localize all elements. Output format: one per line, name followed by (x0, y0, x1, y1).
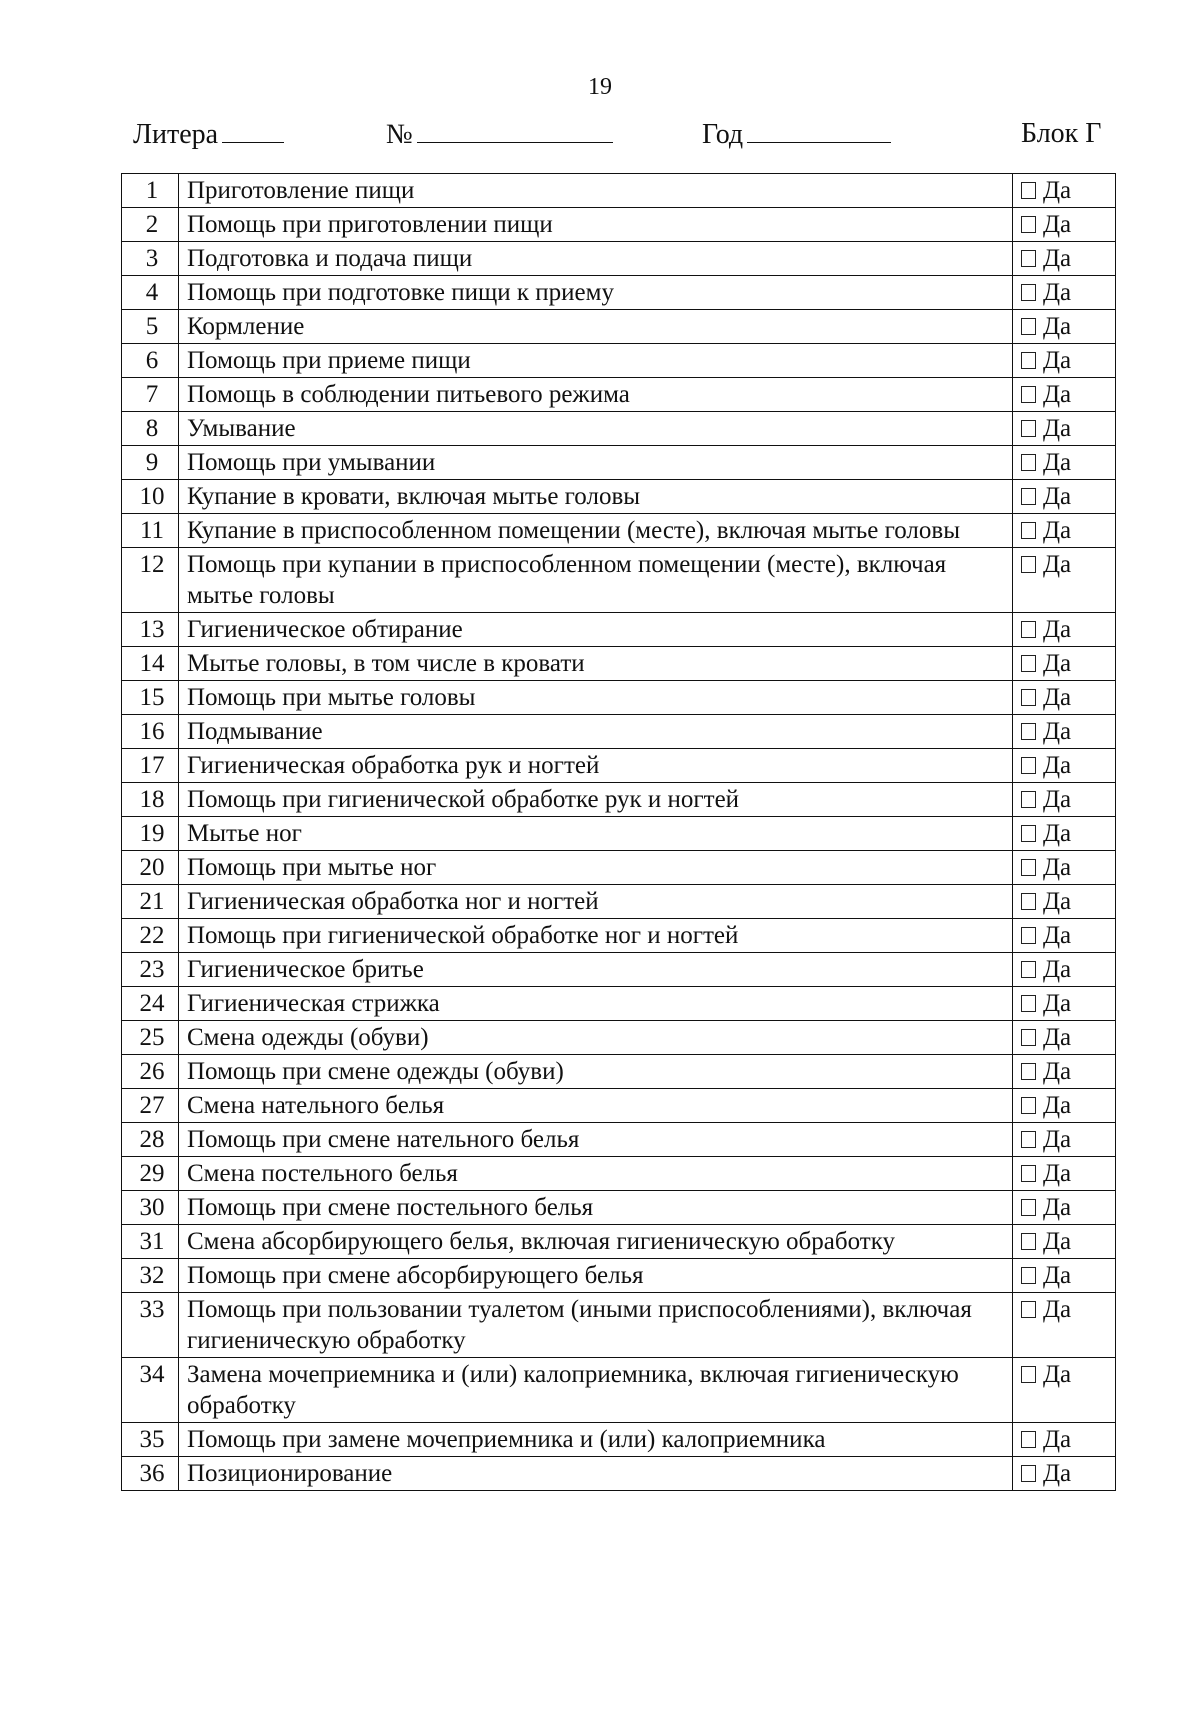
item-number: 15 (122, 681, 179, 715)
item-text: Купание в кровати, включая мытье головы (179, 480, 1013, 514)
item-number: 16 (122, 715, 179, 749)
table-row (122, 1457, 1116, 1491)
table-row (122, 783, 1116, 817)
checkbox-label: Да (1043, 1160, 1072, 1187)
item-number: 35 (122, 1423, 179, 1457)
table-row (122, 378, 1116, 412)
yes-checkbox-cell[interactable] (1013, 1089, 1116, 1123)
yes-checkbox-cell[interactable] (1013, 242, 1116, 276)
item-number: 36 (122, 1457, 179, 1491)
item-number: 23 (122, 953, 179, 987)
checkbox[interactable] (1021, 655, 1036, 672)
item-number: 19 (122, 817, 179, 851)
item-text: Помощь при мытье головы (179, 681, 1013, 715)
checkbox[interactable] (1021, 723, 1036, 740)
table-row (122, 1089, 1116, 1123)
checkbox[interactable] (1021, 1233, 1036, 1250)
checkbox[interactable] (1021, 825, 1036, 842)
checkbox[interactable] (1021, 1131, 1036, 1148)
checkbox-label: Да (1043, 1126, 1072, 1153)
checkbox[interactable] (1021, 961, 1036, 978)
item-number: 5 (122, 310, 179, 344)
checkbox-label: Да (1043, 854, 1072, 881)
checkbox-label: Да (1043, 1058, 1072, 1085)
item-number: 17 (122, 749, 179, 783)
table-row (122, 1055, 1116, 1089)
checkbox-label: Да (1043, 1426, 1072, 1453)
checkbox[interactable] (1021, 1029, 1036, 1046)
item-text: Помощь при смене постельного белья (179, 1191, 1013, 1225)
item-text: Смена абсорбирующего белья, включая гигиеническую обработку (179, 1225, 1013, 1259)
yes-checkbox-cell[interactable] (1013, 480, 1116, 514)
yes-checkbox-cell[interactable] (1013, 412, 1116, 446)
checkbox[interactable] (1021, 454, 1036, 471)
checkbox-label: Да (1043, 347, 1072, 374)
checkbox[interactable] (1021, 995, 1036, 1012)
item-number: 26 (122, 1055, 179, 1089)
checkbox-label: Да (1043, 616, 1072, 643)
item-number: 34 (122, 1358, 179, 1423)
table-row (122, 1293, 1116, 1358)
checkbox[interactable] (1021, 1366, 1036, 1383)
item-text: Помощь при смене абсорбирующего белья (179, 1259, 1013, 1293)
item-text: Гигиеническое бритье (179, 953, 1013, 987)
yes-checkbox-cell[interactable] (1013, 1157, 1116, 1191)
checkbox-label: Да (1043, 415, 1072, 442)
table-row (122, 1358, 1116, 1423)
table-row (122, 1423, 1116, 1457)
table-row (122, 919, 1116, 953)
checkbox[interactable] (1021, 1199, 1036, 1216)
item-text: Помощь при смене нательного белья (179, 1123, 1013, 1157)
table-row (122, 276, 1116, 310)
checkbox-label: Да (1043, 990, 1072, 1017)
item-text: Подготовка и подача пищи (179, 242, 1013, 276)
checkbox-label: Да (1043, 551, 1072, 578)
checkbox-label: Да (1043, 718, 1072, 745)
item-text: Гигиеническое обтирание (179, 613, 1013, 647)
yes-checkbox-cell[interactable] (1013, 647, 1116, 681)
litera-field (133, 118, 284, 151)
item-number: 10 (122, 480, 179, 514)
item-text: Купание в приспособленном помещении (месте), включая мытье головы (179, 514, 1013, 548)
item-number: 20 (122, 851, 179, 885)
checkbox[interactable] (1021, 182, 1036, 199)
yes-checkbox-cell[interactable] (1013, 1021, 1116, 1055)
item-number: 25 (122, 1021, 179, 1055)
item-number: 22 (122, 919, 179, 953)
yes-checkbox-cell[interactable] (1013, 851, 1116, 885)
item-number: 13 (122, 613, 179, 647)
item-text: Гигиеническая стрижка (179, 987, 1013, 1021)
item-number: 7 (122, 378, 179, 412)
yes-checkbox-cell[interactable] (1013, 174, 1116, 208)
item-number: 3 (122, 242, 179, 276)
item-number: 30 (122, 1191, 179, 1225)
yes-checkbox-cell[interactable] (1013, 276, 1116, 310)
yes-checkbox-cell[interactable] (1013, 446, 1116, 480)
item-text: Гигиеническая обработка рук и ногтей (179, 749, 1013, 783)
item-text: Помощь при подготовке пищи к приему (179, 276, 1013, 310)
yes-checkbox-cell[interactable] (1013, 1191, 1116, 1225)
checkbox-label: Да (1043, 1262, 1072, 1289)
item-number: 27 (122, 1089, 179, 1123)
table-row (122, 514, 1116, 548)
yes-checkbox-cell[interactable] (1013, 749, 1116, 783)
table-row (122, 885, 1116, 919)
checkbox-label: Да (1043, 1296, 1072, 1323)
yes-checkbox-cell[interactable] (1013, 715, 1116, 749)
table-row (122, 208, 1116, 242)
checkbox-label: Да (1043, 245, 1072, 272)
year-blank[interactable] (747, 118, 891, 143)
table-row (122, 953, 1116, 987)
table-row (122, 613, 1116, 647)
table-row (122, 987, 1116, 1021)
checkbox[interactable] (1021, 1063, 1036, 1080)
item-text: Помощь при пользовании туалетом (иными приспособлениями), включая гигиеническую обработку (179, 1293, 1013, 1358)
yes-checkbox-cell[interactable] (1013, 378, 1116, 412)
item-text: Смена нательного белья (179, 1089, 1013, 1123)
checkbox-label: Да (1043, 1194, 1072, 1221)
checkbox-label: Да (1043, 313, 1072, 340)
checkbox[interactable] (1021, 1301, 1036, 1318)
item-text: Помощь при мытье ног (179, 851, 1013, 885)
item-number: 2 (122, 208, 179, 242)
items-table-body (122, 174, 1116, 1491)
block-label: Блок Г (1021, 118, 1102, 149)
item-number: 6 (122, 344, 179, 378)
item-text: Позиционирование (179, 1457, 1013, 1491)
item-text: Помощь при купании в приспособленном помещении (месте), включая мытье головы (179, 548, 1013, 613)
yes-checkbox-cell[interactable] (1013, 208, 1116, 242)
table-row (122, 715, 1116, 749)
table-row (122, 647, 1116, 681)
checkbox-label: Да (1043, 1228, 1072, 1255)
item-text: Замена мочеприемника и (или) калоприемника, включая гигиеническую обработку (179, 1358, 1013, 1423)
checkbox[interactable] (1021, 250, 1036, 267)
table-row (122, 310, 1116, 344)
checkbox-label: Да (1043, 1460, 1072, 1487)
yes-checkbox-cell[interactable] (1013, 1225, 1116, 1259)
item-text: Помощь в соблюдении питьевого режима (179, 378, 1013, 412)
form-header (0, 118, 1200, 154)
checkbox[interactable] (1021, 1165, 1036, 1182)
checkbox[interactable] (1021, 893, 1036, 910)
checkbox[interactable] (1021, 216, 1036, 233)
yes-checkbox-cell[interactable] (1013, 548, 1116, 613)
yes-checkbox-cell[interactable] (1013, 1055, 1116, 1089)
item-number: 18 (122, 783, 179, 817)
item-text: Приготовление пищи (179, 174, 1013, 208)
item-text: Смена одежды (обуви) (179, 1021, 1013, 1055)
table-row (122, 480, 1116, 514)
item-number: 9 (122, 446, 179, 480)
item-number: 33 (122, 1293, 179, 1358)
checkbox[interactable] (1021, 859, 1036, 876)
checkbox-label: Да (1043, 1361, 1072, 1388)
table-row (122, 1191, 1116, 1225)
checkbox[interactable] (1021, 420, 1036, 437)
checkbox-label: Да (1043, 279, 1072, 306)
item-text: Помощь при приеме пищи (179, 344, 1013, 378)
checkbox[interactable] (1021, 927, 1036, 944)
checkbox[interactable] (1021, 1465, 1036, 1482)
checkbox-label: Да (1043, 786, 1072, 813)
table-row (122, 446, 1116, 480)
checkbox-label: Да (1043, 449, 1072, 476)
checkbox[interactable] (1021, 522, 1036, 539)
item-text: Гигиеническая обработка ног и ногтей (179, 885, 1013, 919)
table-row (122, 1157, 1116, 1191)
item-number: 29 (122, 1157, 179, 1191)
checkbox[interactable] (1021, 1267, 1036, 1284)
number-field (386, 118, 613, 151)
checkbox-label: Да (1043, 1024, 1072, 1051)
item-text: Помощь при приготовлении пищи (179, 208, 1013, 242)
checkbox[interactable] (1021, 386, 1036, 403)
checkbox[interactable] (1021, 284, 1036, 301)
table-row (122, 174, 1116, 208)
number-label: № (386, 119, 413, 150)
item-text: Кормление (179, 310, 1013, 344)
checkbox[interactable] (1021, 1097, 1036, 1114)
item-text: Помощь при умывании (179, 446, 1013, 480)
table-row (122, 1123, 1116, 1157)
checkbox-label: Да (1043, 483, 1072, 510)
item-text: Помощь при замене мочеприемника и (или) калоприемника (179, 1423, 1013, 1457)
checkbox-label: Да (1043, 211, 1072, 238)
table-row (122, 412, 1116, 446)
checkbox[interactable] (1021, 1431, 1036, 1448)
page-number: 19 (588, 74, 612, 100)
item-text: Помощь при смене одежды (обуви) (179, 1055, 1013, 1089)
yes-checkbox-cell[interactable] (1013, 919, 1116, 953)
yes-checkbox-cell[interactable] (1013, 885, 1116, 919)
item-number: 24 (122, 987, 179, 1021)
table-row (122, 242, 1116, 276)
item-number: 21 (122, 885, 179, 919)
checkbox-label: Да (1043, 1092, 1072, 1119)
item-number: 12 (122, 548, 179, 613)
yes-checkbox-cell[interactable] (1013, 817, 1116, 851)
yes-checkbox-cell[interactable] (1013, 953, 1116, 987)
checkbox[interactable] (1021, 757, 1036, 774)
checkbox-label: Да (1043, 752, 1072, 779)
item-text: Мытье ног (179, 817, 1013, 851)
checkbox-label: Да (1043, 956, 1072, 983)
yes-checkbox-cell[interactable] (1013, 613, 1116, 647)
checkbox[interactable] (1021, 556, 1036, 573)
yes-checkbox-cell[interactable] (1013, 681, 1116, 715)
item-text: Мытье головы, в том числе в кровати (179, 647, 1013, 681)
item-number: 32 (122, 1259, 179, 1293)
item-text: Умывание (179, 412, 1013, 446)
yes-checkbox-cell[interactable] (1013, 987, 1116, 1021)
item-text: Подмывание (179, 715, 1013, 749)
checkbox[interactable] (1021, 621, 1036, 638)
year-label: Год (702, 119, 744, 150)
yes-checkbox-cell[interactable] (1013, 1293, 1116, 1358)
checkbox-label: Да (1043, 517, 1072, 544)
yes-checkbox-cell[interactable] (1013, 1123, 1116, 1157)
number-blank[interactable] (417, 118, 613, 143)
yes-checkbox-cell[interactable] (1013, 310, 1116, 344)
table-row (122, 344, 1116, 378)
litera-label: Литера (133, 119, 219, 150)
yes-checkbox-cell[interactable] (1013, 1457, 1116, 1491)
checkbox-label: Да (1043, 177, 1072, 204)
table-row (122, 1225, 1116, 1259)
checkbox-label: Да (1043, 888, 1072, 915)
litera-blank[interactable] (222, 118, 284, 143)
item-number: 11 (122, 514, 179, 548)
checkbox-label: Да (1043, 684, 1072, 711)
item-number: 14 (122, 647, 179, 681)
checkbox[interactable] (1021, 488, 1036, 505)
year-field (702, 118, 891, 151)
table-row (122, 681, 1116, 715)
item-text: Помощь при гигиенической обработке ног и ногтей (179, 919, 1013, 953)
checkbox[interactable] (1021, 689, 1036, 706)
item-text: Смена постельного белья (179, 1157, 1013, 1191)
yes-checkbox-cell[interactable] (1013, 514, 1116, 548)
table-row (122, 548, 1116, 613)
yes-checkbox-cell[interactable] (1013, 344, 1116, 378)
table-row (122, 1021, 1116, 1055)
table-row (122, 817, 1116, 851)
checkbox-label: Да (1043, 922, 1072, 949)
yes-checkbox-cell[interactable] (1013, 783, 1116, 817)
items-table (121, 173, 1116, 1491)
item-number: 4 (122, 276, 179, 310)
item-number: 8 (122, 412, 179, 446)
item-number: 28 (122, 1123, 179, 1157)
checkbox-label: Да (1043, 650, 1072, 677)
table-row (122, 749, 1116, 783)
item-text: Помощь при гигиенической обработке рук и ногтей (179, 783, 1013, 817)
yes-checkbox-cell[interactable] (1013, 1259, 1116, 1293)
checkbox-label: Да (1043, 381, 1072, 408)
yes-checkbox-cell[interactable] (1013, 1423, 1116, 1457)
table-row (122, 851, 1116, 885)
item-number: 1 (122, 174, 179, 208)
checkbox-label: Да (1043, 820, 1072, 847)
checkbox[interactable] (1021, 791, 1036, 808)
table-row (122, 1259, 1116, 1293)
item-number: 31 (122, 1225, 179, 1259)
checkbox[interactable] (1021, 352, 1036, 369)
yes-checkbox-cell[interactable] (1013, 1358, 1116, 1423)
checkbox[interactable] (1021, 318, 1036, 335)
